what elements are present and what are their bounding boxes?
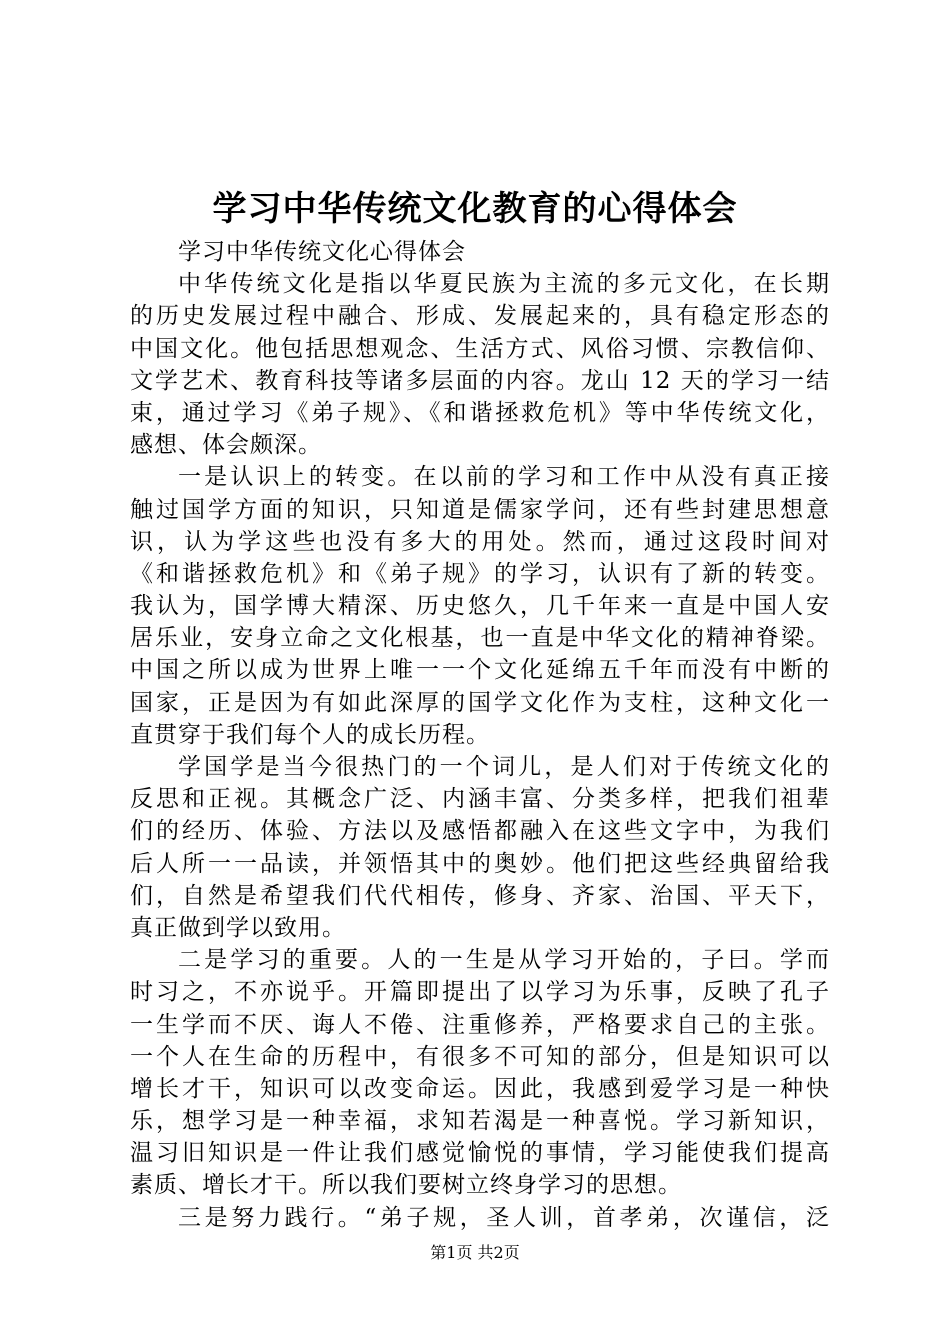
text-line: 反思和正视。其概念广泛、内涵丰富、分类多样，把我们祖辈 [130,786,830,813]
text-line: 乐，想学习是一种幸福，求知若渴是一种喜悦。学习新知识， [130,1108,830,1135]
text-line: 三是努力践行。“弟子规，圣人训，首孝弟，次谨信，泛 [178,1204,830,1231]
text-line: 中国文化。他包括思想观念、生活方式、风俗习惯、宗教信仰、 [130,335,830,362]
text-line: 国家，正是因为有如此深厚的国学文化作为支柱，这种文化一 [130,689,830,716]
text-line: 文学艺术、教育科技等诸多层面的内容。龙山 12 天的学习一结 [130,367,830,394]
document-title: 学习中华传统文化教育的心得体会 [212,189,738,229]
text-line: 素质、增长才干。所以我们要树立终身学习的思想。 [130,1172,682,1199]
text-line: 真正做到学以致用。 [130,914,346,941]
text-line: 触过国学方面的知识，只知道是儒家学问，还有些封建思想意 [130,496,830,523]
text-line: 束，通过学习《弟子规》、《和谐拯救危机》等中华传统文化， [130,399,830,426]
text-line: 直贯穿于我们每个人的成长历程。 [130,721,490,748]
text-line: 学国学是当今很热门的一个词儿，是人们对于传统文化的 [178,754,830,780]
text-line: 一生学而不厌、诲人不倦、注重修养，严格要求自己的主张。 [130,1011,830,1038]
text-line: 识，认为学这些也没有多大的用处。然而，通过这段时间对 [130,528,830,555]
page-footer: 第1页 共2页 [430,1243,520,1262]
text-line: 增长才干，知识可以改变命运。因此，我感到爱学习是一种快 [130,1075,830,1102]
text-line: 们，自然是希望我们代代相传，修身、齐家、治国、平天下， [130,882,830,909]
document-body [130,236,830,1234]
text-line: 的历史发展过程中融合、形成、发展起来的，具有稳定形态的 [130,303,830,330]
text-line: 们的经历、体验、方法以及感悟都融入在这些文字中，为我们 [130,818,830,845]
subtitle-line: 学习中华传统文化心得体会 [178,239,466,265]
text-line: 中国之所以成为世界上唯一一个文化延绵五千年而没有中断的 [130,657,830,684]
text-line: 居乐业，安身立命之文化根基，也一直是中华文化的精神脊梁。 [130,625,830,652]
text-line: 温习旧知识是一件让我们感觉愉悦的事情，学习能使我们提高 [130,1140,830,1167]
text-line: 一个人在生命的历程中，有很多不可知的部分，但是知识可以 [130,1043,830,1070]
text-line: 《和谐拯救危机》和《弟子规》的学习，认识有了新的转变。 [130,560,830,587]
text-line: 后人所一一品读，并领悟其中的奥妙。他们把这些经典留给我 [130,850,830,877]
text-line: 我认为，国学博大精深、历史悠久，几千年来一直是中国人安 [130,593,830,620]
text-line: 中华传统文化是指以华夏民族为主流的多元文化，在长期 [178,271,830,298]
text-line: 时习之，不亦说乎。开篇即提出了以学习为乐事，反映了孔子 [130,979,830,1006]
text-line: 二是学习的重要。人的一生是从学习开始的，子曰。学而 [178,947,830,974]
text-line: 一是认识上的转变。在以前的学习和工作中从没有真正接 [178,464,830,491]
text-line: 感想、体会颇深。 [130,432,322,459]
